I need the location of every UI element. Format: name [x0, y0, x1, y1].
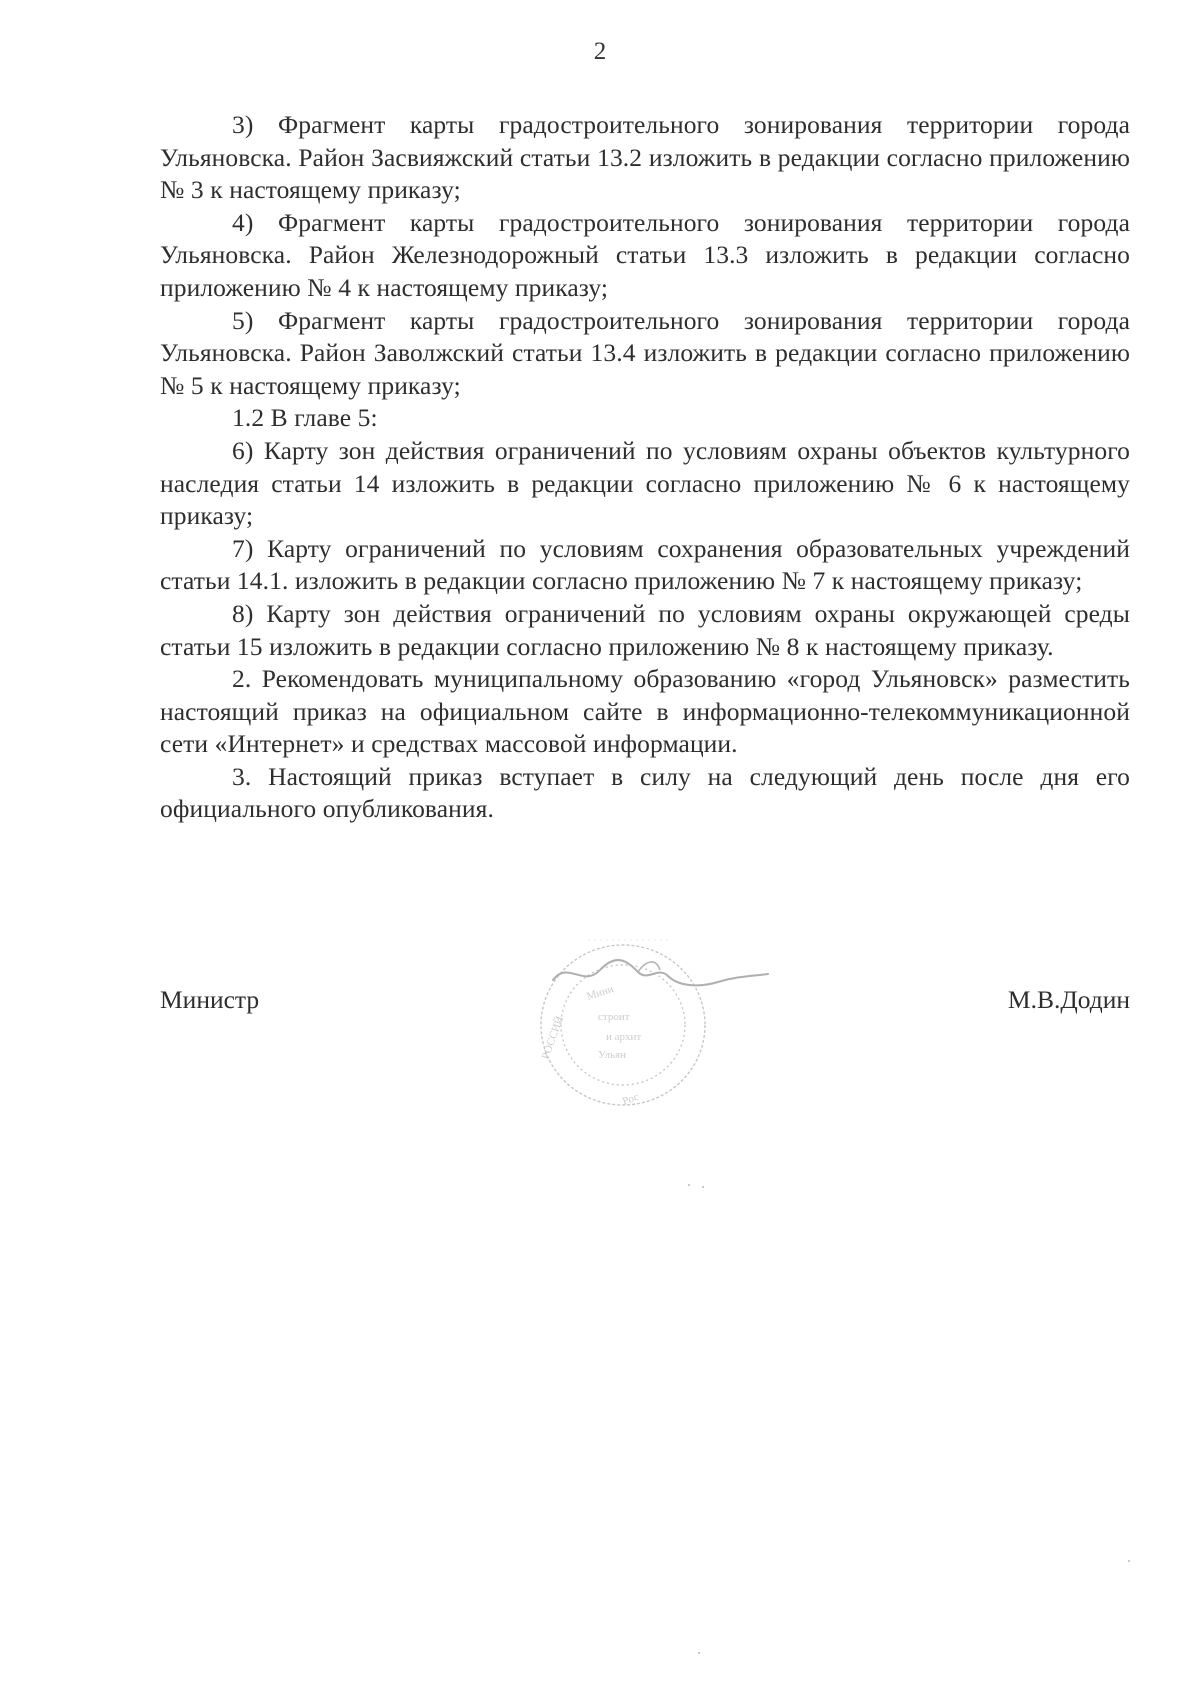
- paragraph-item-7: 7) Карту ограничений по условиям сохранения образовательных учреждений статьи 14.1. изложить в редакции согласно приложению № 7 к настоящему приказу;: [160, 533, 1130, 596]
- svg-text:строит: строит: [598, 1011, 630, 1023]
- official-stamp: [528, 900, 818, 1140]
- svg-text:Мини: Мини: [585, 982, 616, 1003]
- page-number: 2: [593, 38, 607, 65]
- paragraph-item-4: 4) Фрагмент карты градостроительного зонирования территории города Ульяновска. Район Железнодорожный статьи 13.3 изложить в редакции согласно приложению № 4 к настоящему приказу;: [160, 207, 1130, 302]
- paragraph-item-5: 5) Фрагмент карты градостроительного зонирования территории города Ульяновска. Район Заволжский статьи 13.4 изложить в редакции согласно приложению № 5 к настоящему приказу;: [160, 305, 1130, 400]
- paragraph-recommendation: 2. Рекомендовать муниципальному образованию «город Ульяновск» разместить настоящий приказ на официальном сайте в информационно-телекоммуникационной сети «Интернет» и средствах массовой информации.: [160, 664, 1130, 759]
- paragraph-item-8: 8) Карту зон действия ограничений по условиям охраны окружающей среды статьи 15 изложить в редакции согласно приложению № 8 к настоящему приказу.: [160, 598, 1130, 661]
- chapter-5-heading: 1.2 В главе 5:: [232, 403, 378, 433]
- paragraph-item-3: 3) Фрагмент карты градостроительного зонирования территории города Ульяновска. Район Засвияжский статьи 13.2 изложить в редакции согласно приложению № 3 к настоящему приказу;: [160, 110, 1130, 205]
- scan-speck: [698, 1652, 700, 1654]
- paragraph-item-6: 6) Карту зон действия ограничений по условиям охраны объектов культурного наследия статьи 14 изложить в редакции согласно приложению № 6 к настоящему приказу;: [160, 435, 1130, 531]
- document-body: [160, 109, 1130, 826]
- paragraph-effective-date: 3. Настоящий приказ вступает в силу на следующий день после дня его официального опубликования.: [160, 761, 1130, 824]
- signatory-title: Министр: [160, 985, 260, 1014]
- svg-text:и архит: и архит: [606, 1031, 642, 1043]
- signatory-name: М.В.Додин: [1007, 985, 1130, 1014]
- svg-text:РОССИЙ: РОССИЙ: [539, 1014, 567, 1062]
- scan-speck: [702, 1186, 704, 1188]
- svg-text:Рос: Рос: [620, 1090, 641, 1108]
- svg-text:Ульян: Ульян: [598, 1049, 626, 1061]
- scan-speck: [688, 1184, 690, 1186]
- scan-speck: [1128, 1560, 1130, 1562]
